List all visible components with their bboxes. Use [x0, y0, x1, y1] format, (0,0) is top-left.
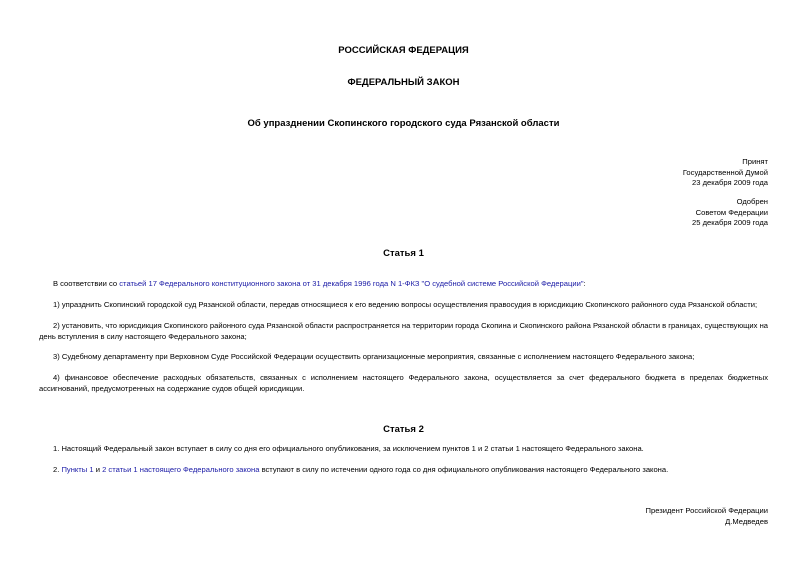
- article-2-item-1: 1. Настоящий Федеральный закон вступает в силу со дня его официального опубликования, за исключением пунктов 1 и 2 статьи 1 настоящего Федерального закона.: [53, 444, 644, 453]
- item2-and: и: [93, 465, 103, 474]
- article-1-item-1: 1) упразднить Скопинский городской суд Рязанской области, передав относящиеся к его ведению вопросы осуществления правосудия в юрисдикцию Скопинского районного суда Рязанской области;: [53, 300, 758, 309]
- article-2-heading: Статья 2: [383, 424, 424, 435]
- article-1-item-4: 4) финансовое обеспечение расходных обязательств, связанных с исполнением настоящего Федерального закона, осуществляется за счет федерального бюджета в пределах бюджетных ассигнований, предусмотренных на содержание судов общей юрисдикции.: [39, 373, 768, 393]
- signature-block: [646, 506, 768, 527]
- item-2-article-1-reference-link[interactable]: 2 статьи 1 настоящего Федерального закона: [102, 465, 260, 474]
- article-1-heading: Статья 1: [383, 248, 424, 259]
- adoption-label: Принят: [742, 157, 768, 166]
- signatory-position: Президент Российской Федерации: [645, 506, 768, 515]
- approval-label: Одобрен: [736, 197, 768, 206]
- document-type-heading: ФЕДЕРАЛЬНЫЙ ЗАКОН: [347, 77, 460, 88]
- article-1-intro: [39, 278, 768, 289]
- country-heading: РОССИЙСКАЯ ФЕДЕРАЦИЯ: [338, 45, 469, 56]
- intro-prefix: В соответствии со: [53, 279, 120, 288]
- adoption-date: 23 декабря 2009 года: [692, 178, 768, 188]
- document-title: Об упразднении Скопинского городского суда Рязанской области: [247, 118, 560, 129]
- approval-date: 25 декабря 2009 года: [692, 218, 768, 228]
- item2-suffix: вступают в силу по истечении одного года со дня официального опубликования настоящего Федерального закона.: [259, 465, 669, 474]
- approval-body: Советом Федерации: [695, 207, 768, 217]
- article-1-item-3: 3) Судебному департаменту при Верховном Суде Российской Федерации осуществить организационные мероприятия, связанные с исполнением настоящего Федерального закона;: [53, 352, 695, 361]
- fkz-reference-link[interactable]: статьей 17 Федерального конституционного закона от 31 декабря 1996 года N 1-ФКЗ "О судебной системе Российской Федерации": [119, 279, 584, 288]
- article-2-item-2: [39, 464, 768, 475]
- item2-prefix: 2.: [53, 465, 62, 474]
- signatory-name: Д.Медведев: [725, 516, 768, 526]
- approval-block: [692, 197, 768, 229]
- adoption-block: [683, 157, 768, 189]
- adoption-body: Государственной Думой: [682, 167, 768, 177]
- item-1-reference-link[interactable]: Пункты 1: [61, 465, 94, 474]
- intro-suffix: :: [583, 279, 586, 288]
- article-1-item-2: 2) установить, что юрисдикция Скопинского районного суда Рязанской области распространяется на территории города Скопина и Скопинского района Рязанской области в границах, существующих на день вступления в силу настоящего Федерального закона;: [39, 321, 768, 341]
